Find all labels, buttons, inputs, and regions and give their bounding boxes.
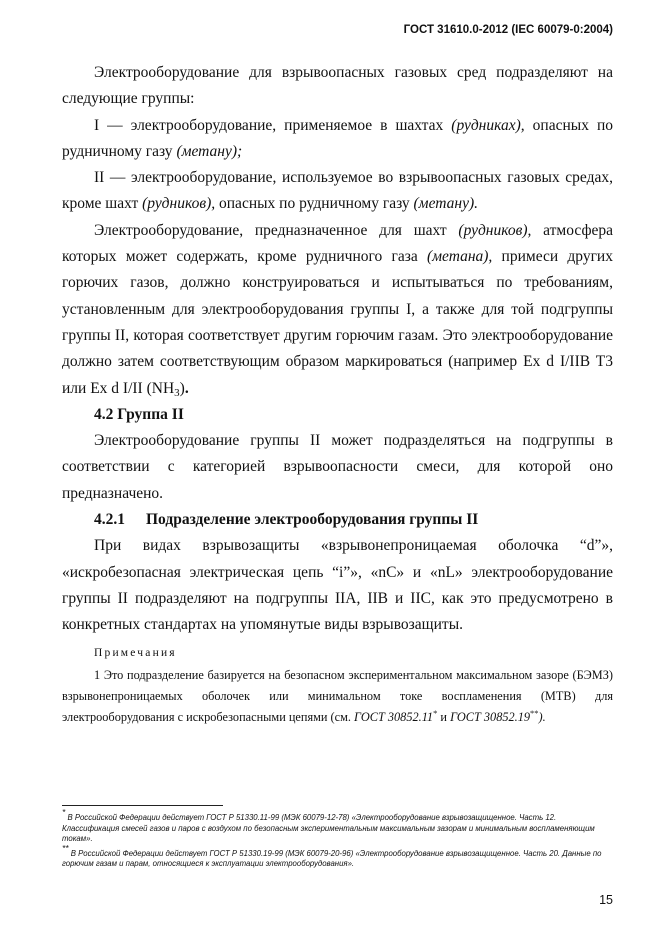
document-body (62, 60, 613, 728)
page-number: 15 (599, 893, 613, 907)
document-header: ГОСТ 31610.0-2012 (IEC 60079-0:2004) (403, 24, 613, 36)
footnotes (62, 807, 613, 870)
footnote-separator (62, 805, 223, 806)
notes-heading: Примечания (94, 646, 177, 659)
paragraph-group-i: I — электрооборудование, применяемое в шахтах (рудниках), опасных по рудничному газу (метану); (62, 116, 614, 160)
footnote-1: * В Российской Федерации действует ГОСТ Р 51330.11-99 (МЭК 60079-12-78) «Электрооборудование взрывозащищенное. Часть 12. Классификация смесей газов и паров с воздухом по безопасным экспериментальным максимальным зазорам и минимальным воспламеняющим токам». (62, 807, 595, 844)
paragraph-group-ii: II — электрооборудование, используемое во взрывоопасных газовых средах, кроме шахт (рудников), опасных по рудничному газу (метану). (62, 169, 613, 213)
paragraph-mine-equipment: Электрооборудование, предназначенное для шахт (рудников), атмосфера которых может содержать, кроме рудничного газа (метана), примеси других горючих газов, должно конструироваться и испытываться по требованиям, установленным для электрооборудования группы I, а также для той подгруппы группы II, которая соответствует другим горючим газам. Это электрооборудование должно затем соответствующим образом маркироваться (например Ex d I/IIB T3 или Ex d I/II $(NH_3)$. (62, 221, 614, 399)
section-heading-4-2-1: 4.2.1 Подразделение электрооборудования группы II (94, 511, 479, 529)
note-1: 1 Это подразделение базируется на безопасном экспериментальном максимальном зазоре (БЭМЗ) взрывонепроницаемых оболочек или минимальном токе воспламенения (МТВ) для электрооборудования с искробезопасными цепями (см. ГОСТ 30852.11* и ГОСТ 30852.19**). (62, 667, 613, 725)
paragraph-subgroups: Электрооборудование группы II может подразделяться на подгруппы в соответствии с категорией взрывоопасности смеси, для которой оно предназначено. (62, 432, 613, 502)
paragraph-groups-intro: Электрооборудование для взрывоопасных газовых сред подразделяют на следующие группы: (62, 64, 613, 108)
section-heading-4-2: 4.2 Группа II (94, 405, 184, 423)
footnote-2: ** В Российской Федерации действует ГОСТ Р 51330.19-99 (МЭК 60079-20-96) «Электрооборудование взрывозащищенное. Часть 20. Данные по горючим газам и парам, относящиеся к эксплуатации электрооборудования». (62, 842, 602, 869)
paragraph-protection-types: При видах взрывозащиты «взрывонепроницаемая оболочка “d”», «искробезопасная электрическая цепь “i”», «nC» и «nL» электрооборудование группы II подразделяют на подгруппы IIA, IIB и IIC, как это предусмотрено в конкретных стандартах на упомянутые виды взрывозащиты. (62, 537, 613, 634)
